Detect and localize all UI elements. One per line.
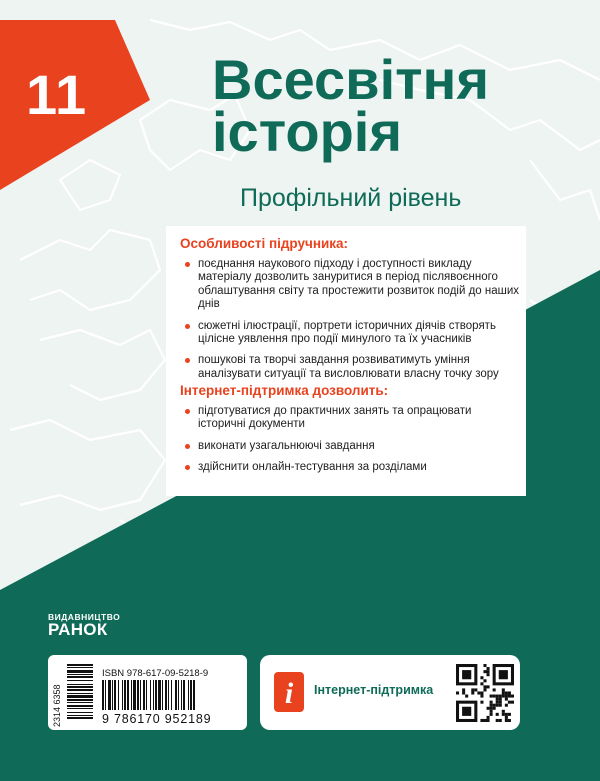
list-item: виконати узагальнюючі завдання — [182, 440, 522, 453]
list-item: підготуватися до практичних занять та опрацювати історичні документи — [182, 405, 522, 432]
list-item: сюжетні ілюстрації, портрети історичних діячів створять цілісне уявлення про події минулого та їх учасників — [182, 320, 522, 347]
publisher-name: РАНОК — [48, 620, 108, 639]
barcode-bars — [102, 680, 252, 712]
list-item: поєднання наукового підходу і доступності викладу матеріалу дозволить зануритися в період післявоєнного облаштування світу та простежити розвиток подій до наших днів — [182, 258, 522, 312]
internet-heading: Інтернет-підтримка дозволить: — [180, 383, 389, 398]
features-heading: Особливості підручника: — [180, 236, 349, 251]
internet-support-label: Інтернет-підтримка — [314, 683, 434, 697]
list-item: пошукові та творчі завдання розвиватимуть уміння аналізувати ситуації та висловлювати власну точку зору — [182, 354, 522, 381]
internet-list — [182, 405, 522, 483]
isbn-text: ISBN 978-617-09-5218-9 — [102, 668, 209, 679]
grade-number: 11 — [26, 63, 88, 126]
bullet-icon — [185, 465, 190, 470]
bullet-icon — [185, 262, 190, 267]
publisher-logo — [48, 612, 120, 638]
barcode-number: 9 786170 952189 — [102, 712, 212, 726]
list-item: здійснити онлайн-тестування за розділами — [182, 461, 522, 474]
bullet-icon — [185, 358, 190, 363]
bullet-icon — [185, 444, 190, 449]
qr-code-icon[interactable] — [456, 664, 514, 722]
title-line-1: Всесвітня — [212, 48, 490, 111]
side-barcode-number: 2314 6358 — [52, 684, 62, 727]
features-list — [182, 258, 522, 389]
info-icon — [274, 672, 304, 712]
bullet-icon — [185, 324, 190, 329]
book-title — [212, 48, 490, 163]
svg-text:i: i — [284, 677, 294, 710]
publisher-prefix: ВИДАВНИЦТВО — [48, 612, 121, 622]
book-subtitle: Профільний рівень — [240, 184, 462, 212]
bullet-icon — [185, 409, 190, 414]
title-line-2: історія — [212, 100, 403, 163]
